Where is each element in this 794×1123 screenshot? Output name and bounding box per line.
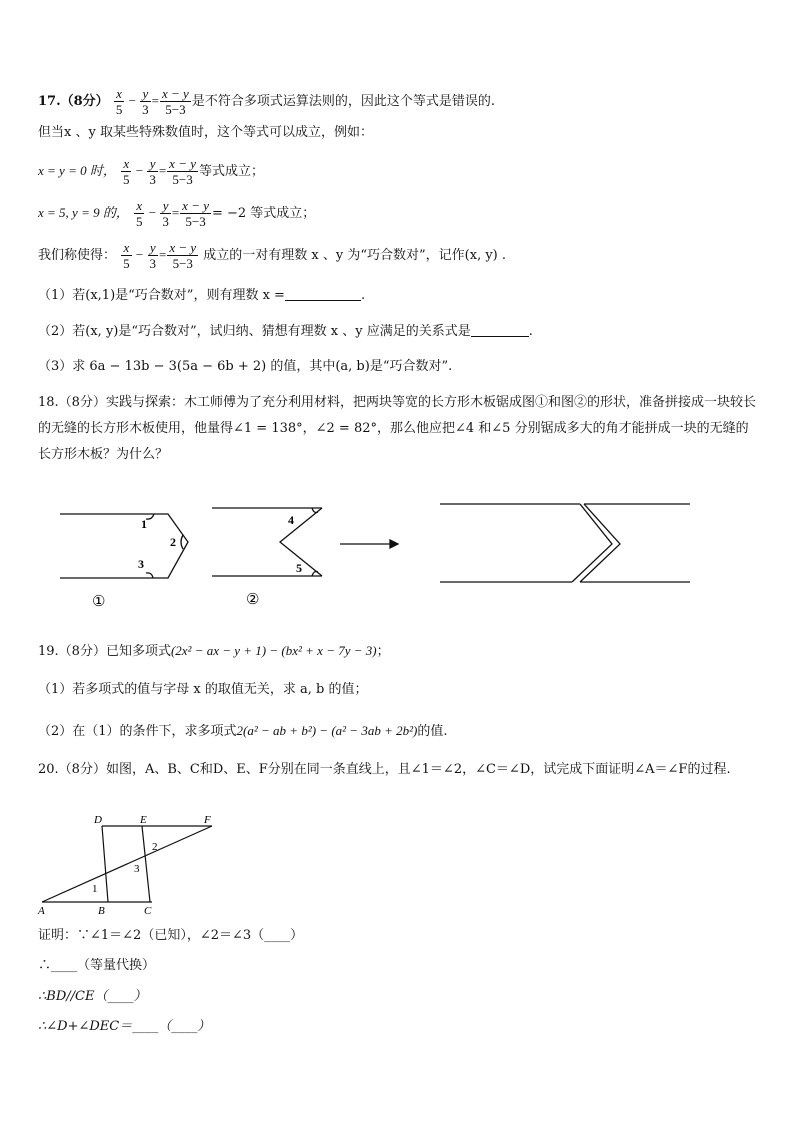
q17-line2: 但当x 、y 取某些特殊数值时，这个等式可以成立，例如：	[38, 125, 373, 140]
figure-2	[212, 508, 322, 576]
combined-board	[440, 504, 690, 582]
label-D: D	[94, 814, 102, 826]
q20-text: 20.（8分）如图，A、B、C和D、E、F分别在同一条直线上，且∠1＝∠2，∠C＝∠D，试完成下面证明∠A＝∠F的过程.	[38, 762, 731, 777]
q20-figure	[36, 810, 236, 920]
q18-text: 18.（8分）实践与探索：木工师傅为了充分利用材料，把两块等宽的长方形木板锯成图①和图②的形状，准备拼接成一块较长的无缝的长方形木板使用，他量得∠1 = 138°，∠2 = 82°，那么他应把∠4 和∠5 分别锯成多大的角才能拼成一块的无缝的长方形木板？为什么？	[38, 395, 756, 462]
proof-line-4: ∴∠D+∠DEC＝____（____）	[38, 1019, 211, 1034]
q17-part2: （2）若(x, y)是“巧合数对”，试归纳、猜想有理数 x 、y 应满足的关系式是 .	[38, 324, 533, 339]
q17-part3: （3）求 6a − 13b − 3(5a − 6b + 2) 的值，其中(a, b)是“巧合数对”.	[38, 359, 453, 374]
q17-example2: x = 5, y = 9 的， $\frac{x}{5}$ − $\frac{y}{3}$ = $\frac{x - y}{5-3}$ = −2 等式成立；	[38, 198, 316, 229]
angle-4-label: 4	[288, 513, 294, 527]
q17-part1: （1）若(x,1)是“巧合数对”，则有理数 x = .	[38, 288, 366, 303]
figure-1-label: ①	[92, 594, 106, 610]
angle-5-label: 5	[296, 561, 302, 575]
q19-head: 19.（8分）已知多项式(2x² − ax − y + 1) − (bx² + x − 7y − 3)；	[38, 643, 390, 659]
q17-statement: 是不符合多项式运算法则的，因此这个等式是错误的.	[191, 94, 495, 109]
angle-3-label: 3	[138, 557, 144, 571]
q17-example1: x = y = 0 时， $\frac{x}{5}$ − $\frac{y}{3}$ = $\frac{x - y}{5-3}$ 等式成立；	[38, 156, 264, 187]
q17-line1: 17.（8分） $\frac{x}{5}$ − $\frac{y}{3}$ = $\frac{x - y}{5-3}$ 是不符合多项式运算法则的，因此这个等式是错误的.	[38, 86, 495, 117]
q17-definition: 我们称使得： $\frac{x}{5}$ − $\frac{y}{3}$ = $\frac{x - y}{5-3}$ 成立的一对有理数 x 、y 为“巧合数对”，记作(x, y) .	[38, 240, 507, 271]
fraction: $\frac{x - y}{5-3}$	[162, 86, 189, 117]
label-B: B	[98, 905, 105, 917]
angle-3-label: 3	[134, 863, 140, 875]
label-C: C	[144, 905, 152, 917]
label-A: A	[38, 905, 45, 917]
fraction: $\frac{y}{3}$	[142, 86, 149, 117]
figure-1	[60, 514, 188, 578]
arrow-icon	[340, 540, 398, 548]
proof-line-2: ∴____（等量代换）	[38, 958, 156, 973]
angle-2-label: 2	[152, 841, 158, 853]
q18-figure	[40, 496, 720, 616]
angle-2-label: 2	[170, 535, 176, 549]
angle-1-label: 1	[92, 883, 98, 895]
q17-number: 17.（8分）	[38, 94, 109, 109]
label-F: F	[204, 814, 211, 826]
label-E: E	[140, 814, 147, 826]
proof-line-1: 证明：∵∠1＝∠2（已知），∠2＝∠3（____）	[38, 928, 304, 943]
answer-blank[interactable]	[285, 287, 361, 301]
q19-part2: （2）在（1）的条件下，求多项式2(a² − ab + b²) − (a² − 3ab + 2b²)的值.	[38, 723, 448, 739]
angle-1-label: 1	[141, 517, 147, 531]
q19-part1: （1）若多项式的值与字母 x 的取值无关，求 a, b 的值；	[38, 682, 368, 697]
fraction: $\frac{x}{5}$	[115, 86, 123, 117]
figure-2-label: ②	[246, 592, 260, 608]
answer-blank[interactable]	[471, 323, 529, 337]
proof-line-3: ∴BD//CE（____）	[38, 989, 147, 1004]
